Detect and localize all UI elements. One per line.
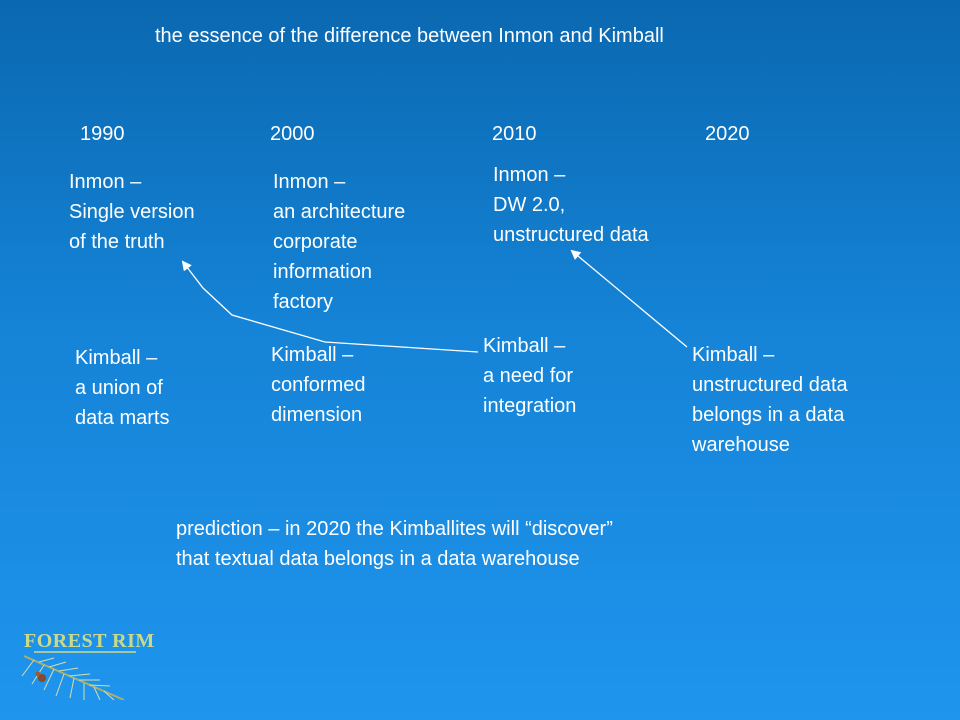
forest-rim-logo bbox=[14, 628, 155, 700]
slide-title: the essence of the difference between Inmon and Kimball bbox=[155, 25, 664, 47]
inmon-2000-note: Inmon – an architecture corporate information factory bbox=[273, 171, 406, 313]
inmon-1990-note: Inmon – Single version of the truth bbox=[69, 171, 195, 253]
inmon-2010-note: Inmon – DW 2.0, unstructured data bbox=[493, 164, 649, 246]
arrow-kimball-2020-to-inmon-2010 bbox=[572, 251, 687, 347]
kimball-2000-note: Kimball – conformed dimension bbox=[271, 344, 366, 426]
year-2010: 2010 bbox=[492, 123, 537, 145]
year-1990: 1990 bbox=[80, 123, 125, 145]
kimball-1990-note: Kimball – a union of data marts bbox=[75, 347, 170, 429]
year-2020: 2020 bbox=[705, 123, 750, 145]
year-2000: 2000 bbox=[270, 123, 315, 145]
kimball-2020-note: Kimball – unstructured data belongs in a data warehouse bbox=[692, 344, 848, 456]
prediction-note: prediction – in 2020 the Kimballites will “discover” that textual data belongs in a data warehouse bbox=[176, 518, 613, 570]
arrow-kimball-2010-to-inmon-1990 bbox=[183, 262, 478, 352]
kimball-2010-note: Kimball – a need for integration bbox=[483, 335, 577, 417]
logo-wordmark: FOREST RIM bbox=[24, 630, 155, 652]
